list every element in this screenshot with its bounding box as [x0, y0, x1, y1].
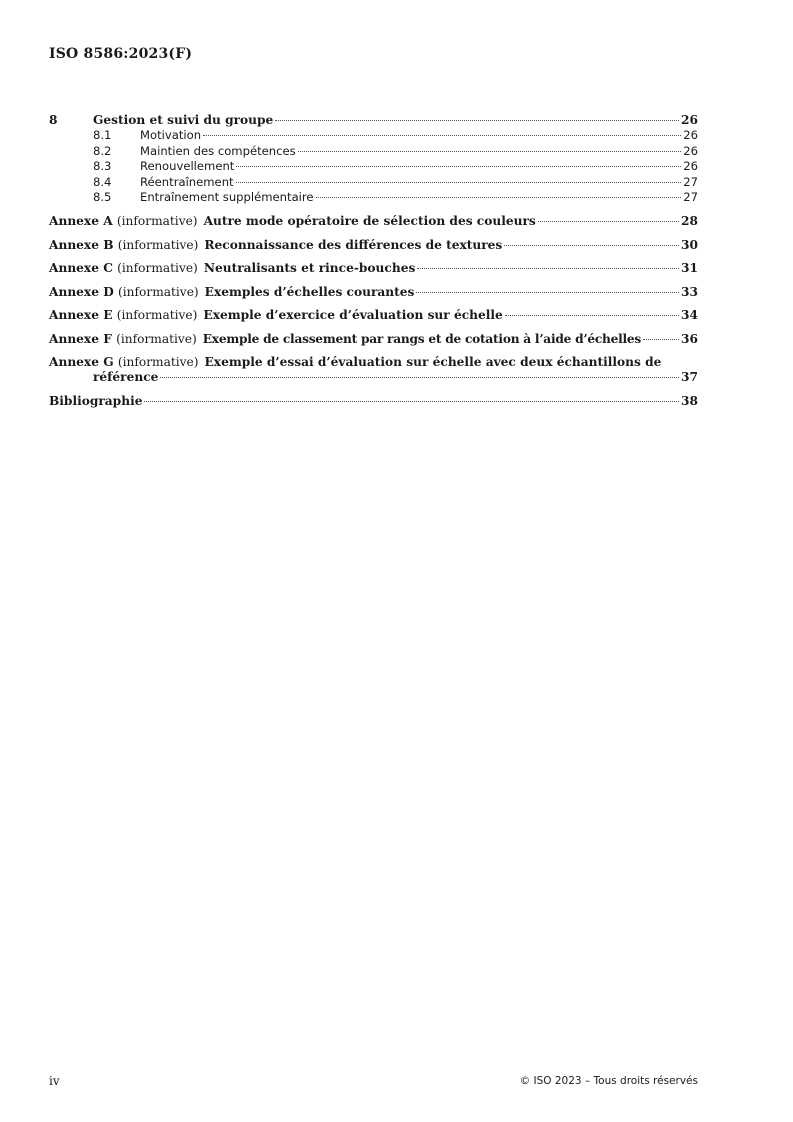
- dot-leader: [316, 197, 682, 198]
- annex-type: (informative): [117, 261, 198, 275]
- toc-entry-8-5[interactable]: [49, 190, 698, 206]
- toc-page-number: 38: [681, 393, 698, 408]
- toc-entry-annex-a[interactable]: [49, 214, 698, 229]
- toc-entry-annex-e[interactable]: [49, 308, 698, 323]
- bibliography-title: Bibliographie: [49, 393, 143, 408]
- dot-leader: [144, 401, 679, 402]
- toc-entry-chapter-8[interactable]: [49, 113, 698, 128]
- annex-type: (informative): [116, 331, 197, 346]
- toc-page-number: 30: [681, 237, 698, 252]
- annex-label: Annexe C: [49, 261, 113, 275]
- toc-entry-annex-d[interactable]: [49, 285, 698, 300]
- toc-entry-annex-c[interactable]: [49, 261, 698, 276]
- table-of-contents: [49, 113, 698, 409]
- toc-entry-annex-f[interactable]: [49, 332, 698, 347]
- dot-leader: [504, 245, 679, 246]
- toc-chapter-number: 8: [49, 113, 58, 127]
- annex-type: (informative): [118, 284, 199, 299]
- annex-label: Annexe E: [49, 308, 113, 322]
- toc-subsection-title: Réentraînement: [140, 174, 234, 189]
- annex-title: Autre mode opératoire de sélection des couleurs: [203, 214, 536, 228]
- annex-type: (informative): [116, 308, 198, 322]
- document-id: ISO 8586:2023(F): [49, 46, 193, 62]
- annex-label: Annexe F: [49, 331, 112, 346]
- toc-subsection-number: 8.4: [93, 174, 112, 189]
- annex-title: Exemple d’exercice d’évaluation sur échelle: [203, 308, 503, 322]
- toc-entry-8-3[interactable]: [49, 159, 698, 175]
- dot-leader: [275, 120, 679, 121]
- toc-entry-annex-b[interactable]: [49, 238, 698, 253]
- toc-page-number: 27: [683, 174, 698, 189]
- toc-page-number: 26: [681, 113, 698, 127]
- dot-leader: [505, 315, 679, 316]
- dot-leader: [298, 151, 682, 152]
- toc-page-number: 33: [681, 284, 698, 299]
- toc-subsection-number: 8.2: [93, 143, 112, 158]
- toc-subsection-title: Motivation: [140, 128, 202, 142]
- annex-type: (informative): [117, 237, 199, 252]
- annex-label: Annexe A: [49, 214, 113, 228]
- annex-type: (informative): [116, 214, 198, 228]
- dot-leader: [236, 182, 682, 183]
- toc-subsection-title: Renouvellement: [140, 159, 235, 173]
- dot-leader: [203, 135, 681, 136]
- toc-subsection-title: Entraînement supplémentaire: [140, 190, 314, 204]
- toc-subsection-number: 8.3: [93, 159, 112, 173]
- toc-page-number: 27: [683, 190, 698, 204]
- toc-entry-bibliography[interactable]: [49, 394, 698, 409]
- toc-page-number: 26: [683, 159, 698, 173]
- annex-label: Annexe G: [49, 355, 114, 369]
- dot-leader: [417, 268, 679, 269]
- toc-page-number: 34: [681, 308, 698, 322]
- annex-title-continued: référence: [93, 370, 159, 384]
- toc-page-number: 28: [681, 214, 698, 228]
- toc-subsection-title: Maintien des compétences: [140, 143, 296, 158]
- footer-copyright: © ISO 2023 – Tous droits réservés: [519, 1075, 698, 1087]
- annex-title: Exemple d’essai d’évaluation sur échelle avec deux échantillons de: [204, 355, 662, 369]
- annex-label: Annexe D: [49, 284, 114, 299]
- footer-page-number: iv: [49, 1074, 60, 1088]
- annex-title: Reconnaissance des différences de textures: [204, 237, 503, 252]
- toc-chapter-title: Gestion et suivi du groupe: [93, 113, 274, 127]
- toc-page-number: 36: [681, 331, 698, 346]
- toc-entry-annex-g[interactable]: [49, 355, 698, 385]
- annex-title: Exemples d’échelles courantes: [204, 284, 415, 299]
- annex-title: Neutralisants et rince-bouches: [203, 261, 416, 275]
- toc-entry-8-1[interactable]: [49, 128, 698, 144]
- dot-leader: [538, 221, 679, 222]
- dot-leader: [236, 166, 681, 167]
- toc-page-number: 37: [681, 370, 698, 384]
- toc-subsection-number: 8.1: [93, 128, 112, 142]
- toc-page-number: 31: [681, 261, 698, 275]
- annex-label: Annexe B: [49, 237, 114, 252]
- toc-subsection-number: 8.5: [93, 190, 112, 204]
- toc-entry-8-2[interactable]: [49, 144, 698, 160]
- annex-title: Exemple de classement par rangs et de cotation à l’aide d’échelles: [202, 331, 642, 346]
- toc-entry-8-4[interactable]: [49, 175, 698, 191]
- toc-page-number: 26: [683, 128, 698, 142]
- dot-leader: [160, 377, 679, 378]
- dot-leader: [643, 339, 679, 340]
- annex-type: (informative): [117, 355, 199, 369]
- dot-leader: [416, 292, 679, 293]
- toc-page-number: 26: [683, 143, 698, 158]
